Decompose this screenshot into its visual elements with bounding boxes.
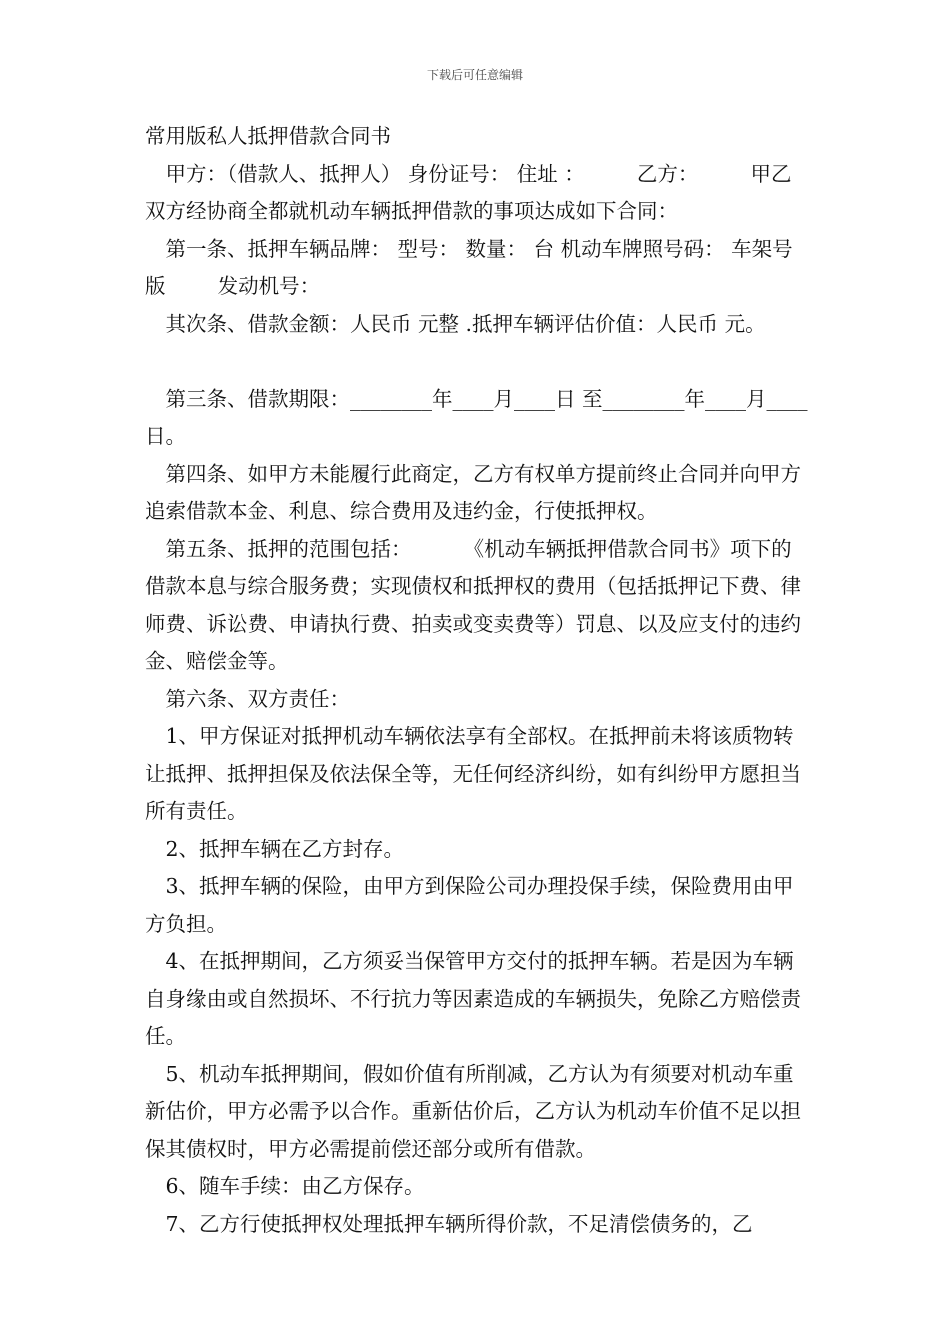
paragraph-parties: 甲方：（借款人、抵押人） 身份证号： 住址 ： 乙方： 甲乙双方经协商全都就机动车辆抵押借款的事项达成如下合同：	[145, 161, 792, 223]
blank-line	[145, 343, 811, 381]
list-item: 7、乙方行使抵押权处理抵押车辆所得价款，不足清偿债务的，乙	[165, 1211, 753, 1236]
list-item: 4、在抵押期间，乙方须妥当保管甲方交付的抵押车辆。若是因为车辆自身缘由或自然损坏、不行抗力等因素造成的车辆损失，免除乙方赔偿责任。	[145, 949, 801, 1048]
list-item: 1、甲方保证对抵押机动车辆依法享有全部权。在抵押前未将该质物转让抵押、抵押担保及依法保全等，无任何经济纠纷，如有纠纷甲方愿担当所有责任。	[145, 724, 801, 823]
list-item: 2、抵押车辆在乙方封存。	[165, 836, 405, 861]
paragraph-article-2: 其次条、借款金额：人民币 元整 .抵押车辆评估价值：人民币 元。	[165, 311, 766, 336]
document-body	[145, 118, 811, 1243]
page-header: 下载后可任意编辑	[426, 68, 523, 82]
paragraph-article-5: 第五条、抵押的范围包括： 《机动车辆抵押借款合同书》项下的借款本息与综合服务费；实现债权和抵押权的费用（包括抵押记下费、律师费、诉讼费、申请执行费、拍卖或变卖费等）罚息、以及应支付的违约金、赔偿金等。	[145, 536, 801, 673]
paragraph-article-1: 第一条、抵押车辆品牌： 型号： 数量： 台 机动车牌照号码： 车架号版 发动机号：	[145, 236, 793, 298]
list-item: 5、机动车抵押期间，假如价值有所削减，乙方认为有须要对机动车重新估价，甲方必需予以合作。重新估价后，乙方认为机动车价值不足以担保其债权时，甲方必需提前偿还部分或所有借款。	[145, 1061, 801, 1161]
paragraph-article-3: 第三条、借款期限：________年____月____日 至________年____月____日。	[145, 386, 808, 448]
paragraph-article-4: 第四条、如甲方未能履行此商定，乙方有权单方提前终止合同并向甲方追索借款本金、利息、综合费用及违约金，行使抵押权。	[145, 461, 801, 523]
document-title: 常用版私人抵押借款合同书	[145, 124, 391, 148]
list-item: 3、抵押车辆的保险，由甲方到保险公司办理投保手续，保险费用由甲方负担。	[145, 874, 794, 936]
list-item: 6、随车手续：由乙方保存。	[165, 1174, 425, 1198]
paragraph-article-6: 第六条、双方责任：	[165, 686, 350, 711]
